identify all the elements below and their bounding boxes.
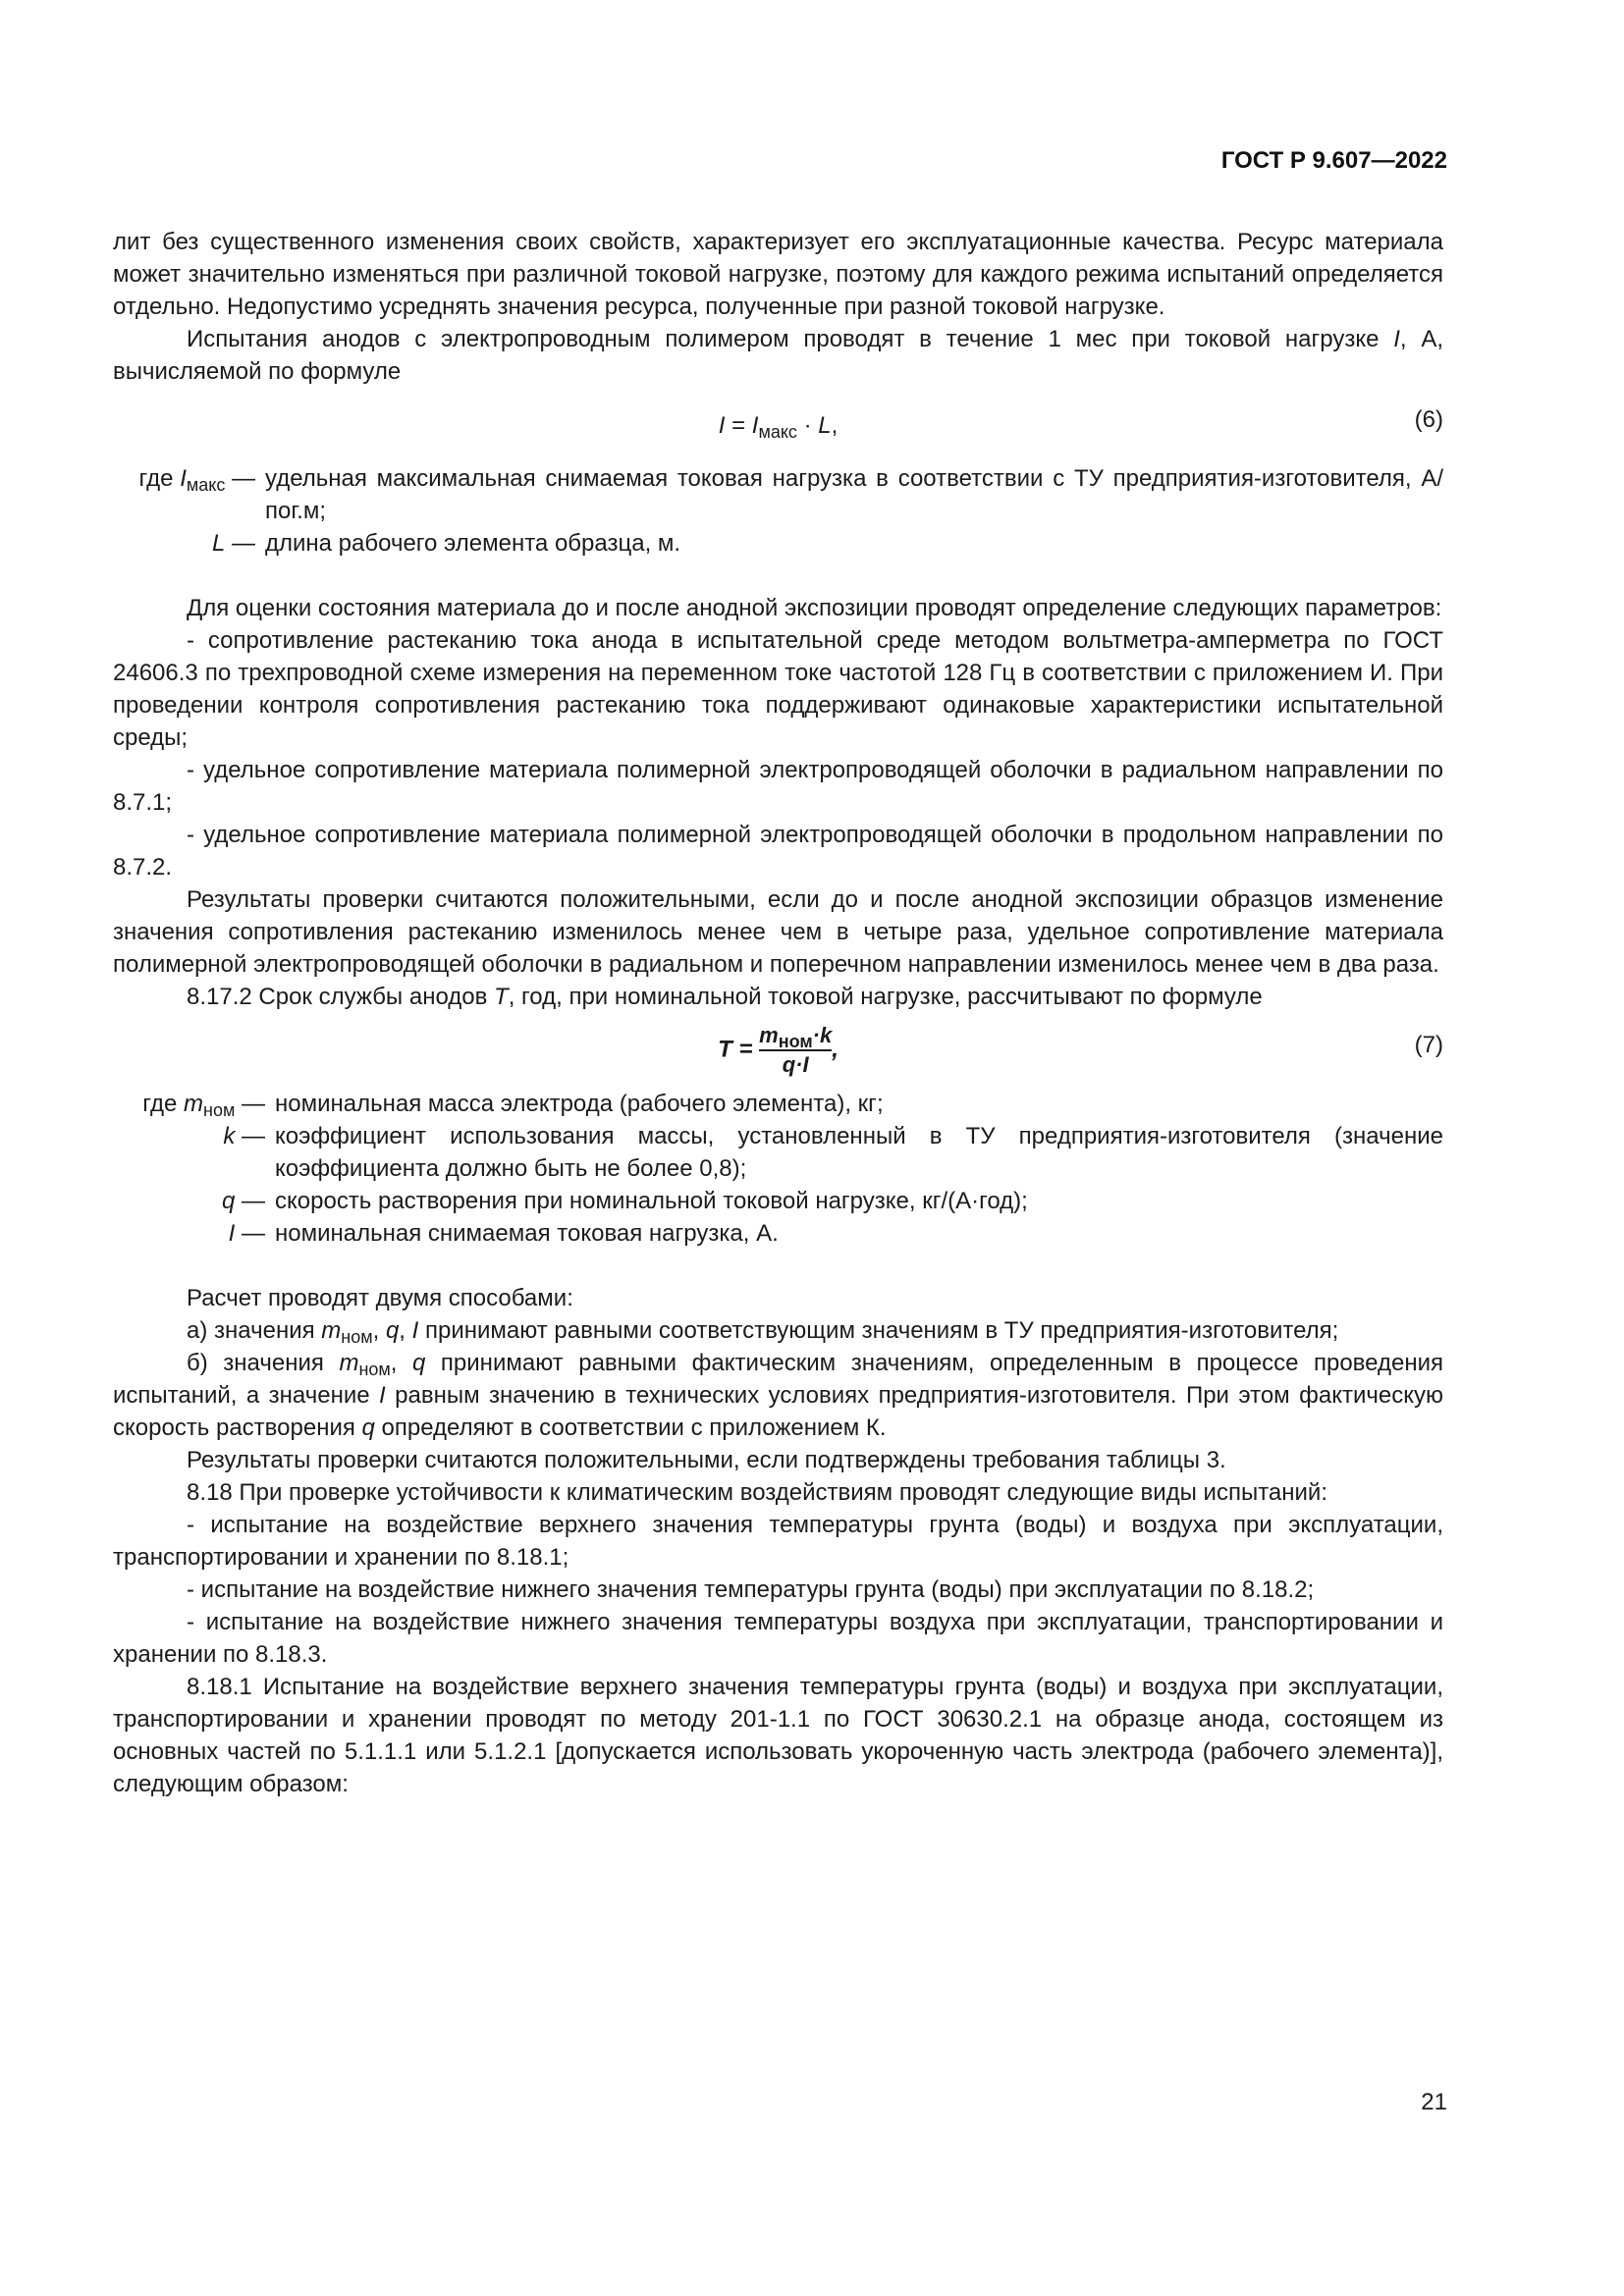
formula-fraction: $\frac{m_{ном}\cdot k}{q\cdot I}$ [759,1023,833,1077]
paragraph: Для оценки состояния материала до и после анодной экспозиции проводят определение следующих параметров: [187,595,1442,621]
formula-number: (6) [1414,406,1443,433]
page-number: 21 [1421,2089,1447,2115]
paragraph: 8.17.2 Срок службы анодов T, год, при номинальной токовой нагрузке, рассчитывают по формуле [187,984,1263,1010]
where-symbol: L — [211,530,255,557]
paragraph: Результаты проверки считаются положительными, если подтверждены требования таблицы 3. [187,1447,1226,1473]
document-body [113,226,1443,1800]
where-symbol: I — [228,1220,265,1247]
paragraph: 8.18 При проверке устойчивости к климатическим воздействиям проводят следующие виды испытаний: [187,1479,1327,1506]
where-symbol: где $m_{ном}$ — [142,1091,265,1120]
where-definition: длина рабочего элемента образца, м. [265,530,681,557]
list-item: б) значения $m_{ном}$, q принимают равными фактическим значениям, определенным в процессе проведения испытаний, а значение I равным значению в технических условиях предприятия-изготовителя. При этом фактическую скорость растворения q определяют в соответствии с приложением К. [113,1350,1443,1441]
list-item: - удельное сопротивление материала полимерной электропроводящей оболочки в продольном направлении по 8.7.2. [113,822,1443,881]
list-item: - сопротивление растеканию тока анода в испытательной среде методом вольтметра-амперметра по ГОСТ 24606.3 по трехпроводной схеме измерения на переменном токе частотой 128 Гц в соответствии с приложением И. При проведении контроля сопротивления растеканию тока поддерживают одинаковые характеристики испытательной среды; [113,627,1443,751]
where-definition: удельная максимальная снимаемая токовая нагрузка в соответствии с ТУ предприятия-изготовителя, А/пог.м; [265,465,1443,524]
formula-expression: T = $\frac{m_{ном}\cdot k}{q\cdot I}$ , [718,1023,839,1077]
formula-7 [113,1013,1443,1088]
where-symbol: q — [221,1188,265,1214]
formula-number: (7) [1414,1032,1443,1058]
where-definition: скорость растворения при номинальной токовой нагрузке, кг/(А·год); [275,1188,1028,1214]
list-item: - испытание на воздействие нижнего значения температуры воздуха при эксплуатации, транспортировании и хранении по 8.18.3. [113,1609,1443,1668]
paragraph: Результаты проверки считаются положительными, если до и после анодной экспозиции образцов изменение значения сопротивления растеканию изменилось менее чем в четыре раза, удельное сопротивление материала полимерной электропроводящей оболочки в радиальном и поперечном направлении изменилось менее чем в два раза. [113,886,1443,978]
list-item: а) значения $m_{ном}$, q, I принимают равными соответствующим значениям в ТУ предприятия-изготовителя; [187,1317,1339,1347]
list-item: - удельное сопротивление материала полимерной электропроводящей оболочки в радиальном направлении по 8.7.1; [113,757,1443,816]
where-list-6 [113,462,1443,560]
paragraph: лит без существенного изменения своих свойств, характеризует его эксплуатационные качества. Ресурс материала может значительно изменяться при различной токовой нагрузке, поэтому для каждого режима испытаний определяется отдельно. Недопустимо усреднять значения ресурса, полученные при разной токовой нагрузке. [113,229,1443,320]
document-header: ГОСТ Р 9.607—2022 [1220,147,1447,174]
list-item: - испытание на воздействие верхнего значения температуры грунта (воды) и воздуха при эксплуатации, транспортировании и хранении по 8.18.1; [113,1512,1443,1571]
where-definition: коэффициент использования массы, установленный в ТУ предприятия-изготовителя (значение коэффициента должно быть не более 0,8); [275,1123,1443,1182]
paragraph: 8.18.1 Испытание на воздействие верхнего значения температуры грунта (воды) и воздуха при эксплуатации, транспортировании и хранении проводят по методу 201-1.1 по ГОСТ 30630.2.1 на образце анода, состоящем из основных частей по 5.1.1.1 или 5.1.2.1 [допускается использовать укороченную часть электрода (рабочего элемента)], следующим образом: [113,1674,1443,1797]
formula-expression: $I = I_{макс} \cdot L$, [718,411,839,442]
where-symbol: k — [223,1123,265,1149]
paragraph: Испытания анодов с электропроводным полимером проводят в течение 1 мес при токовой нагрузке I, А, вычисляемой по формуле [113,326,1444,385]
where-definition: номинальная снимаемая токовая нагрузка, А. [275,1220,779,1247]
where-symbol: где $I_{макс}$ — [138,465,255,495]
where-list-7 [113,1088,1443,1250]
formula-6 [113,388,1443,462]
where-definition: номинальная масса электрода (рабочего элемента), кг; [275,1091,884,1117]
list-item: - испытание на воздействие нижнего значения температуры грунта (воды) при эксплуатации по 8.18.2; [187,1576,1315,1603]
paragraph: Расчет проводят двумя способами: [187,1285,573,1311]
